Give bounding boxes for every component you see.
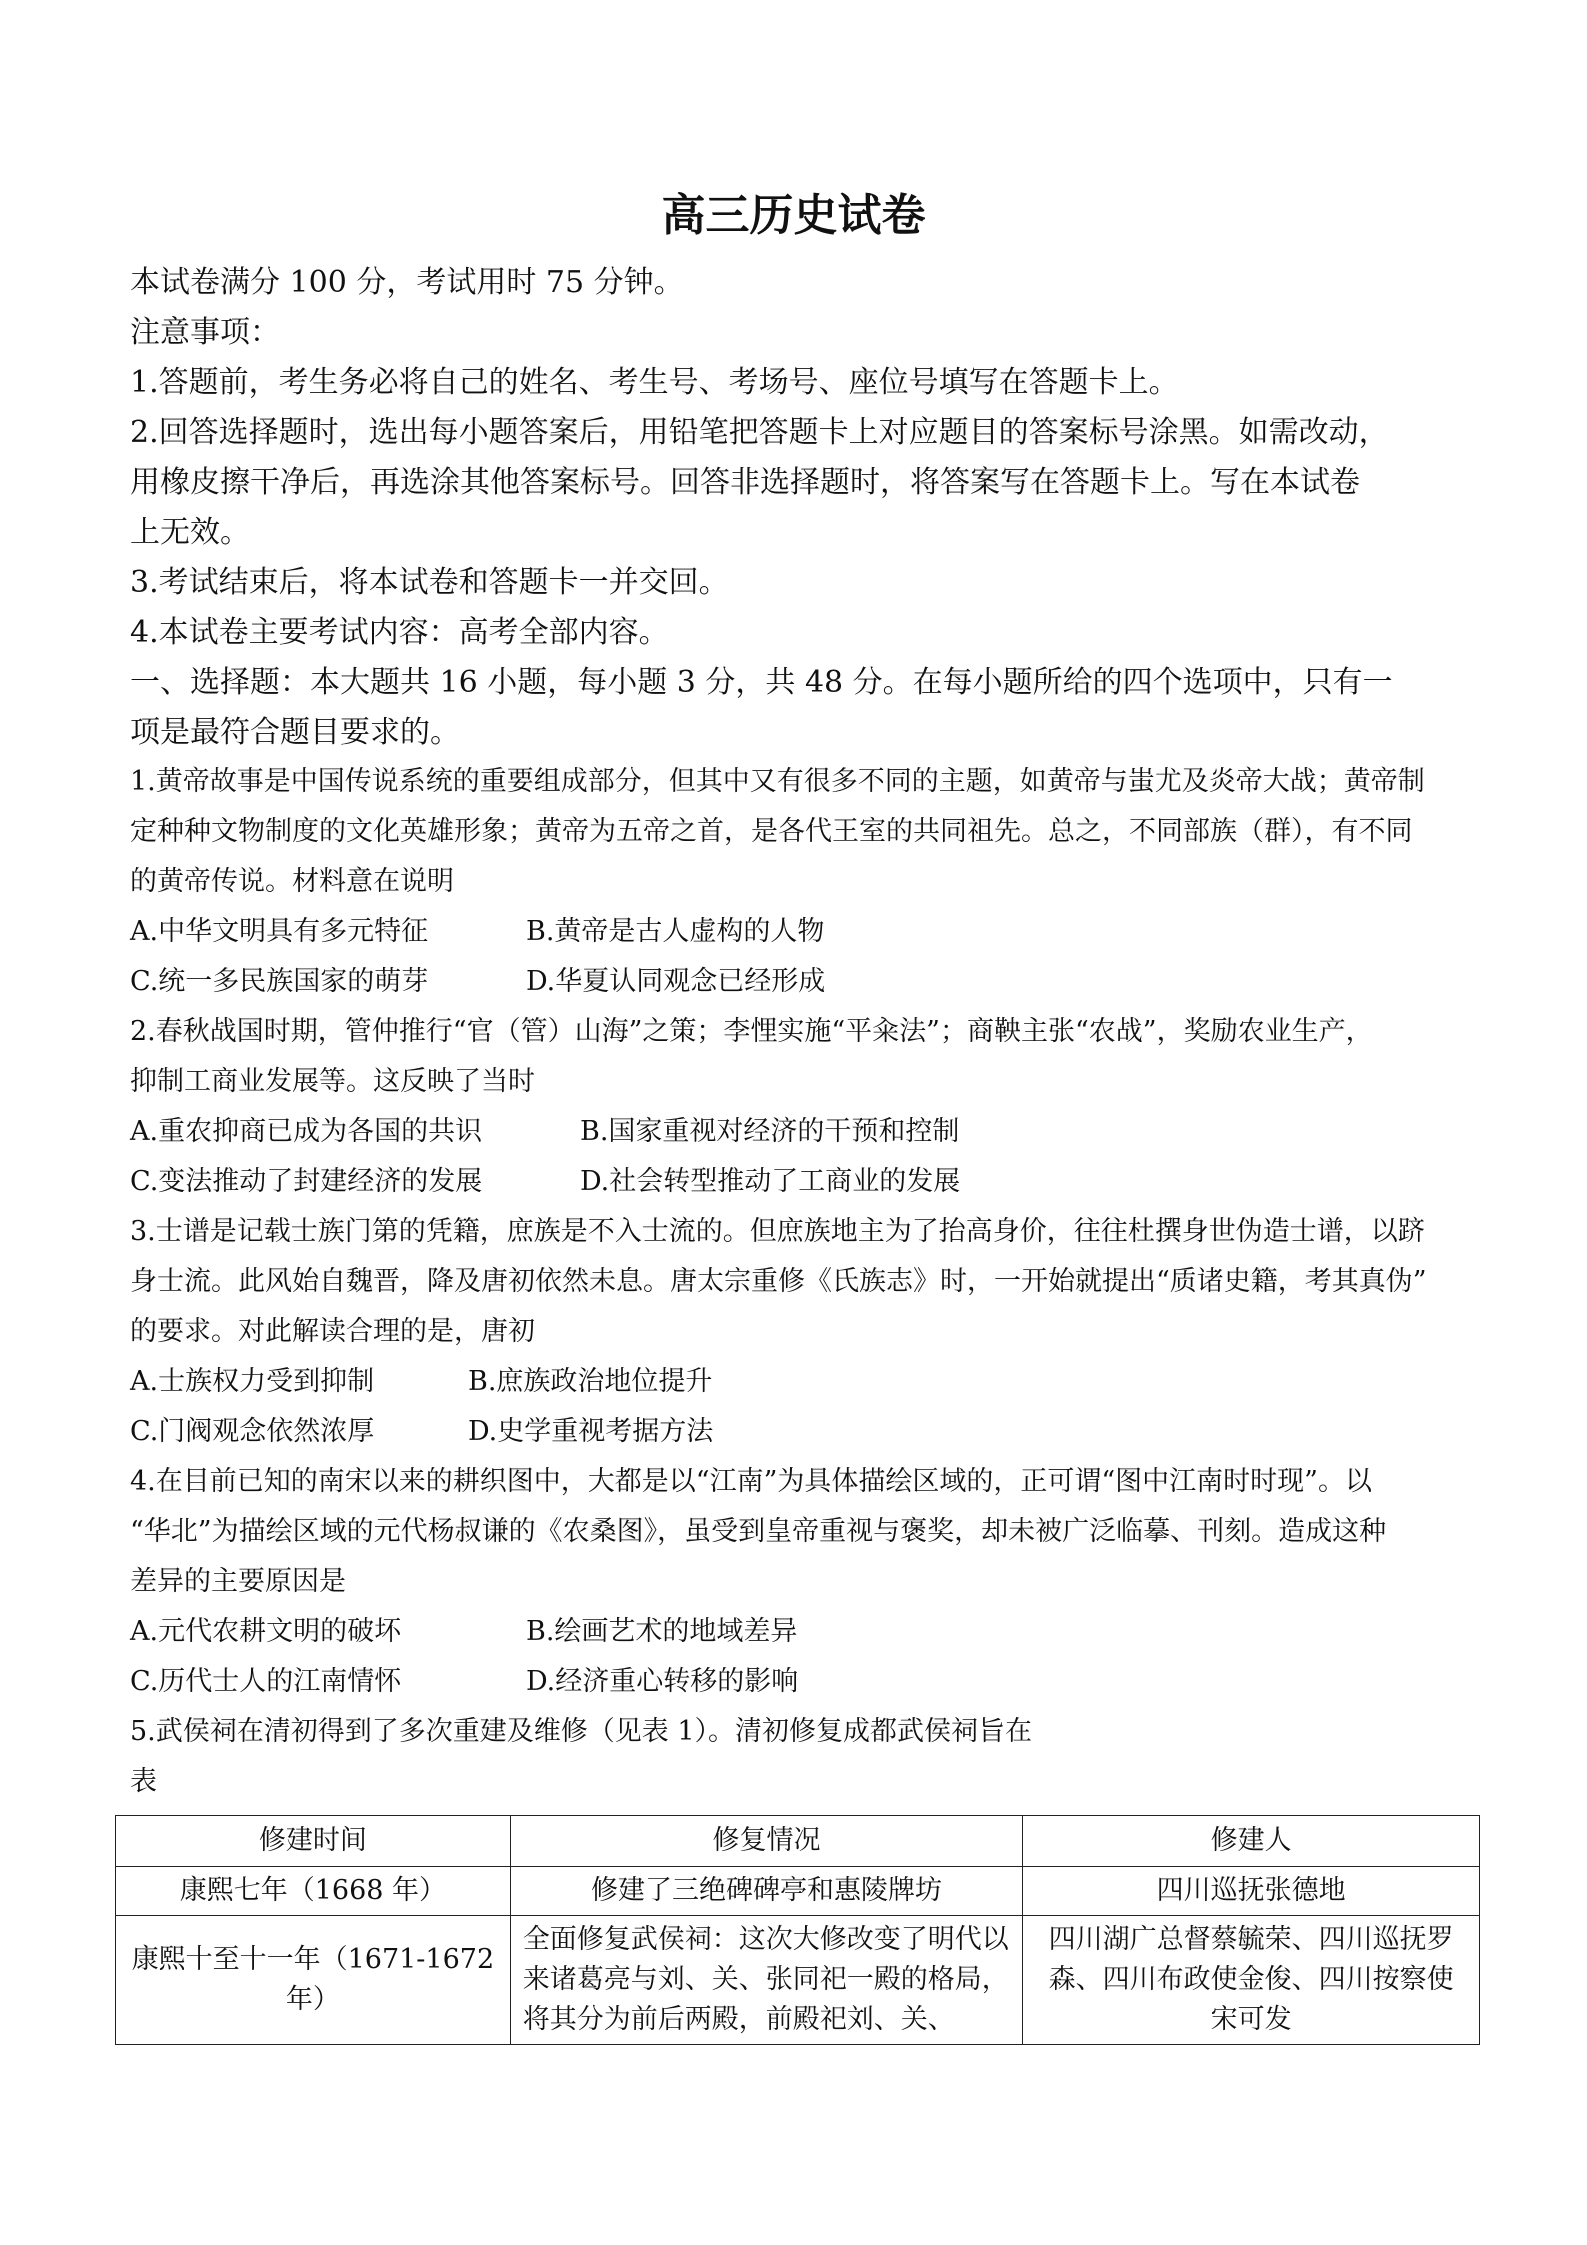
question-text: 定种种文物制度的文化英雄形象；黄帝为五帝之首，是各代王室的共同祖先。总之，不同部族（群），有不同 xyxy=(130,816,1413,847)
note-1: 1.答题前，考生务必将自己的姓名、考生号、考场号、座位号填写在答题卡上。 xyxy=(130,365,1179,400)
question-text: 1.黄帝故事是中国传说系统的重要组成部分，但其中又有很多不同的主题，如黄帝与蚩尤及炎帝大战；黄帝制 xyxy=(130,766,1425,797)
question-text: 2.春秋战国时期，管仲推行“官（管）山海”之策；李悝实施“平籴法”；商鞅主张“农战”，奖励农业生产， xyxy=(130,1016,1373,1047)
option-b: B.国家重视对经济的干预和控制 xyxy=(580,1116,960,1147)
options-row xyxy=(130,907,1470,957)
option-c: C.历代士人的江南情怀 xyxy=(130,1666,402,1697)
table-cell: 全面修复武侯祠：这次大修改变了明代以来诸葛亮与刘、关、张同祀一殿的格局，将其分为前后两殿，前殿祀刘、关、 xyxy=(510,1916,1023,2045)
option-b: B.黄帝是古人虚构的人物 xyxy=(526,916,825,947)
option-d: D.经济重心转移的影响 xyxy=(526,1666,799,1697)
score-line: 本试卷满分 100 分，考试用时 75 分钟。 xyxy=(130,265,684,300)
question-text: 5.武侯祠在清初得到了多次重建及维修（见表 1）。清初修复成都武侯祠旨在 xyxy=(130,1716,1033,1747)
options-row xyxy=(130,1407,1470,1457)
table-header: 修复情况 xyxy=(510,1816,1023,1867)
page-title: 高三历史试卷 xyxy=(661,190,926,241)
table-cell: 康熙十至十一年（1671-1672 年） xyxy=(116,1916,511,2045)
option-a: A.重农抑商已成为各国的共识 xyxy=(130,1116,483,1147)
table-cell: 四川湖广总督蔡毓荣、四川巡抚罗森、四川布政使金俊、四川按察使宋可发 xyxy=(1023,1916,1480,2045)
table-cell: 修建了三绝碑碑亭和惠陵牌坊 xyxy=(510,1867,1023,1916)
table-header: 修建人 xyxy=(1023,1816,1480,1867)
questions xyxy=(130,757,1470,1807)
table-label: 表 xyxy=(130,1766,157,1797)
question-text: 的要求。对此解读合理的是，唐初 xyxy=(130,1316,535,1347)
note-4: 4.本试卷主要考试内容：高考全部内容。 xyxy=(130,615,669,650)
options-row xyxy=(130,1357,1470,1407)
repair-table xyxy=(115,1815,1480,2045)
options-row xyxy=(130,1157,1470,1207)
table-cell: 康熙七年（1668 年） xyxy=(116,1867,511,1916)
question-text: 身士流。此风始自魏晋，降及唐初依然未息。唐太宗重修《氏族志》时，一开始就提出“质诸史籍，考其真伪” xyxy=(130,1266,1427,1297)
option-c: C.变法推动了封建经济的发展 xyxy=(130,1166,483,1197)
option-a: A.中华文明具有多元特征 xyxy=(130,916,429,947)
note-2b: 用橡皮擦干净后，再选涂其他答案标号。回答非选择题时，将答案写在答题卡上。写在本试卷 xyxy=(130,465,1360,500)
options-row xyxy=(130,1107,1470,1157)
option-d: D.史学重视考据方法 xyxy=(468,1416,714,1447)
table-row xyxy=(116,1916,1480,2045)
options-row xyxy=(130,957,1470,1007)
question-text: 差异的主要原因是 xyxy=(130,1566,346,1597)
section-heading-a: 一、选择题：本大题共 16 小题，每小题 3 分，共 48 分。在每小题所给的四个选项中，只有一 xyxy=(130,665,1393,700)
option-d: D.社会转型推动了工商业的发展 xyxy=(580,1166,961,1197)
table-row xyxy=(116,1867,1480,1916)
note-2c: 上无效。 xyxy=(130,515,250,550)
question-text: 的黄帝传说。材料意在说明 xyxy=(130,866,454,897)
table-cell: 四川巡抚张德地 xyxy=(1023,1867,1480,1916)
options-row xyxy=(130,1657,1470,1707)
question-text: 抑制工商业发展等。这反映了当时 xyxy=(130,1066,535,1097)
option-a: A.元代农耕文明的破坏 xyxy=(130,1616,402,1647)
note-2a: 2.回答选择题时，选出每小题答案后，用铅笔把答题卡上对应题目的答案标号涂黑。如需改动， xyxy=(130,415,1389,450)
option-b: B.绘画艺术的地域差异 xyxy=(526,1616,798,1647)
question-text: 3.士谱是记载士族门第的凭籍，庶族是不入士流的。但庶族地主为了抬高身价，往往杜撰身世伪造士谱，以跻 xyxy=(130,1216,1425,1247)
notes-heading: 注意事项： xyxy=(130,315,280,350)
question-text: “华北”为描绘区域的元代杨叔谦的《农桑图》，虽受到皇帝重视与褒奖，却未被广泛临摹、刊刻。造成这种 xyxy=(130,1516,1387,1547)
instructions xyxy=(130,258,1470,758)
table-header: 修建时间 xyxy=(116,1816,511,1867)
note-3: 3.考试结束后，将本试卷和答题卡一并交回。 xyxy=(130,565,729,600)
table-header-row xyxy=(116,1816,1480,1867)
option-c: C.门阀观念依然浓厚 xyxy=(130,1416,375,1447)
option-c: C.统一多民族国家的萌芽 xyxy=(130,966,429,997)
option-b: B.庶族政治地位提升 xyxy=(468,1366,713,1397)
section-heading-b: 项是最符合题目要求的。 xyxy=(130,715,460,750)
option-a: A.士族权力受到抑制 xyxy=(130,1366,375,1397)
option-d: D.华夏认同观念已经形成 xyxy=(526,966,826,997)
question-text: 4.在目前已知的南宋以来的耕织图中，大都是以“江南”为具体描绘区域的，正可谓“图中江南时时现”。以 xyxy=(130,1466,1372,1497)
options-row xyxy=(130,1607,1470,1657)
